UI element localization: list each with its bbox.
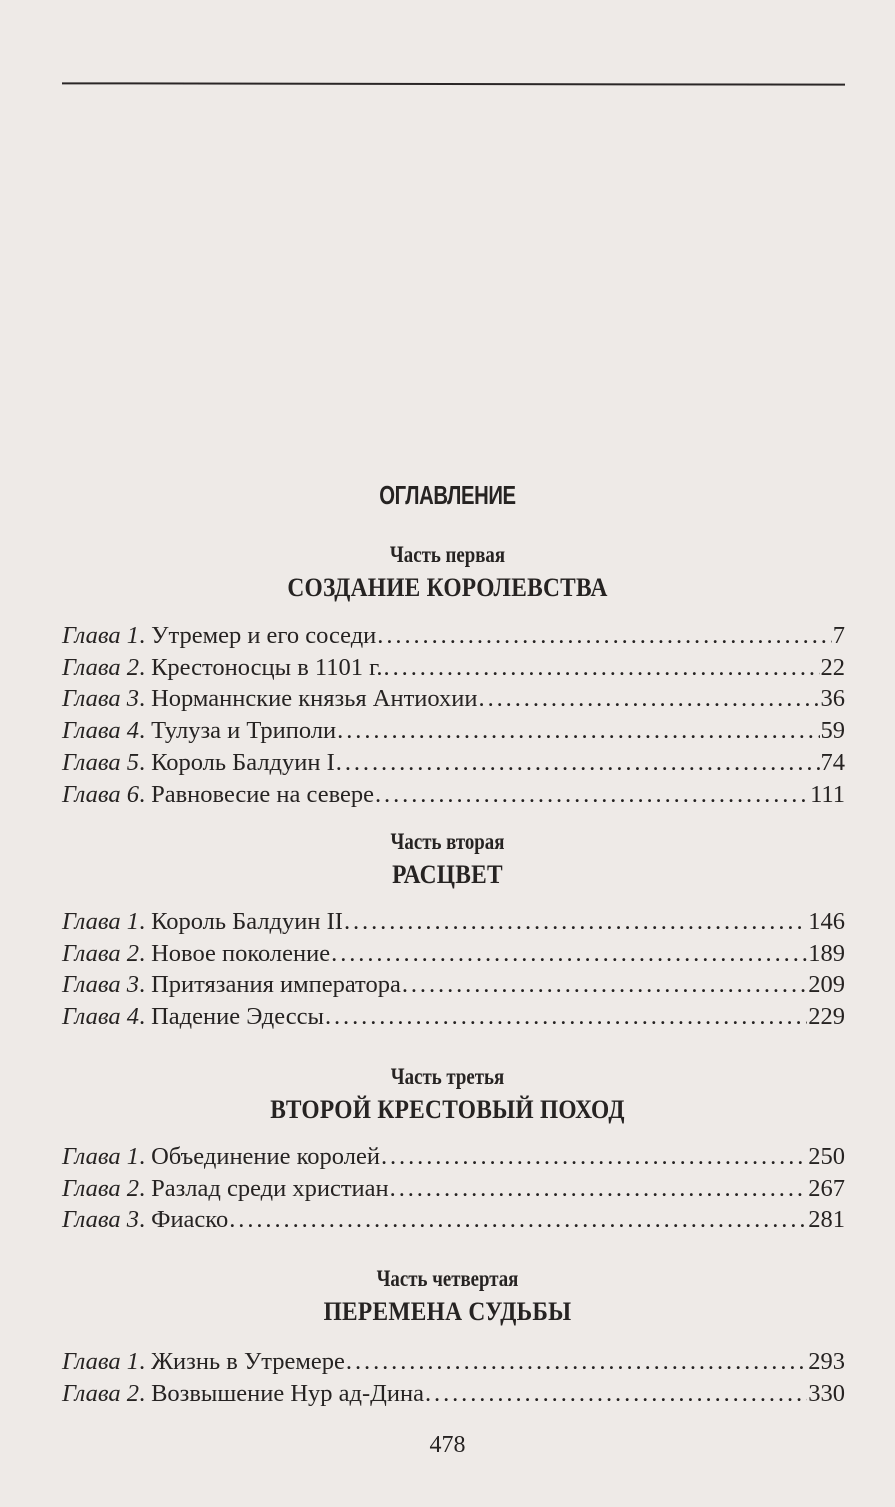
header-rule (62, 82, 845, 85)
part-label: Часть третья (390, 1064, 505, 1089)
dot-leader (375, 779, 809, 811)
part-2-header (0, 827, 895, 893)
dot-leader (479, 683, 820, 715)
dot-leader (336, 747, 820, 779)
part-label: Часть первая (389, 542, 506, 567)
toc-entry[interactable]: Глава 1 . Утремер и его соседи . . . 7 (62, 620, 845, 652)
page-number: 330 (808, 1379, 845, 1407)
toc-entry[interactable]: Глава 2 . Разлад среди христиан . . . 267 (62, 1173, 845, 1205)
chapter-title: Тулуза и Триполи (151, 717, 337, 745)
dot-leader (381, 1141, 807, 1173)
dot-leader (229, 1204, 807, 1236)
toc-entry[interactable]: Глава 2 . Возвышение Нур ад-Дина . . . 330 (62, 1378, 845, 1410)
chapter-label: Глава 2 (62, 1379, 139, 1407)
dot-leader (331, 938, 807, 970)
chapter-label: Глава 4 (62, 717, 139, 745)
page-number: 7 (832, 622, 845, 649)
page-number: 22 (820, 653, 845, 681)
toc-entry[interactable]: Глава 1 . Объединение королей . . . 250 (62, 1141, 845, 1173)
toc-entry[interactable]: Глава 2 . Новое поколение . . . 189 (62, 938, 845, 970)
part-label: Часть четвертая (376, 1266, 519, 1291)
dot-leader (337, 715, 819, 747)
page-number: 59 (820, 717, 845, 745)
chapter-title: Король Балдуин I (151, 748, 335, 776)
part-4-header (0, 1264, 895, 1330)
part-4-chapters (62, 1346, 845, 1409)
part-2-chapters (62, 906, 845, 1033)
chapter-label: Глава 2 (62, 653, 139, 681)
page-number: 229 (808, 1003, 845, 1031)
part-title: ПЕРЕМЕНА СУДЬБЫ (323, 1297, 572, 1326)
toc-entry[interactable]: Глава 2 . Крестоносцы в 1101 г. . . . 22 (62, 652, 845, 684)
chapter-title: Разлад среди христиан (151, 1174, 389, 1202)
toc-entry[interactable]: Глава 3 . Норманнские князья Антиохии . . . 36 (62, 683, 845, 715)
page-number: 189 (808, 939, 845, 967)
chapter-title: Падение Эдессы (151, 1003, 324, 1031)
toc-entry[interactable]: Глава 4 . Тулуза и Триполи . . . 59 (62, 715, 845, 747)
chapter-label: Глава 3 (62, 1206, 139, 1234)
chapter-label: Глава 1 (62, 1143, 139, 1170)
part-1-header (0, 540, 895, 606)
toc-entry[interactable]: Глава 5 . Король Балдуин I . . . 74 (62, 747, 845, 779)
chapter-title: Новое поколение (151, 939, 331, 967)
toc-entry[interactable]: Глава 4 . Падение Эдессы . . . 229 (62, 1001, 845, 1033)
part-1-chapters (62, 620, 845, 810)
part-title: ВТОРОЙ КРЕСТОВЫЙ ПОХОД (270, 1095, 625, 1124)
page-number: 209 (808, 971, 845, 999)
chapter-label: Глава 4 (62, 1003, 139, 1031)
page-number: 111 (810, 780, 845, 808)
page-number: 250 (808, 1143, 845, 1170)
chapter-label: Глава 3 (62, 971, 139, 999)
part-title: РАСЦВЕТ (392, 860, 503, 889)
chapter-title: Крестоносцы в 1101 г. (151, 653, 383, 681)
chapter-title: Объединение королей (151, 1143, 380, 1170)
part-title: СОЗДАНИЕ КОРОЛЕВСТВА (287, 573, 608, 602)
toc-entry[interactable]: Глава 1 . Король Балдуин II . . . 146 (62, 906, 845, 938)
part-label: Часть вторая (390, 829, 505, 854)
chapter-label: Глава 3 (62, 685, 139, 713)
chapter-title: Жизнь в Утремере (151, 1348, 345, 1375)
part-3-chapters (62, 1141, 845, 1236)
chapter-title: Утремер и его соседи (151, 622, 377, 649)
toc-entry[interactable]: Глава 1 . Жизнь в Утремере . . . 293 (62, 1346, 845, 1378)
dot-leader (390, 1173, 808, 1205)
page-number: 293 (808, 1348, 845, 1375)
chapter-title: Возвышение Нур ад-Дина (151, 1379, 424, 1407)
chapter-label: Глава 1 (62, 908, 139, 935)
page-number-footer: 478 (429, 1432, 466, 1458)
toc-heading: ОГЛАВЛЕНИЕ (379, 480, 516, 510)
chapter-title: Равновесие на севере (151, 780, 374, 808)
dot-leader (346, 1346, 807, 1378)
chapter-title: Фиаско (151, 1206, 229, 1234)
toc-entry[interactable]: Глава 3 . Фиаско . . . 281 (62, 1204, 845, 1236)
page-number: 74 (820, 748, 845, 776)
dot-leader (325, 1001, 807, 1033)
dot-leader (384, 652, 820, 684)
dot-leader (402, 969, 807, 1001)
chapter-title: Король Балдуин II (151, 908, 343, 935)
dot-leader (344, 906, 807, 938)
dot-leader (425, 1378, 807, 1410)
toc-entry[interactable]: Глава 3 . Притязания императора . . . 209 (62, 969, 845, 1001)
page-number: 146 (808, 908, 845, 935)
part-3-header (0, 1062, 895, 1128)
chapter-label: Глава 1 (62, 622, 139, 649)
chapter-label: Глава 1 (62, 1348, 139, 1375)
page-number: 281 (808, 1206, 845, 1234)
toc-entry[interactable]: Глава 6 . Равновесие на севере . . . 111 (62, 779, 845, 811)
chapter-label: Глава 2 (62, 1174, 139, 1202)
chapter-label: Глава 5 (62, 748, 139, 776)
chapter-title: Притязания императора (151, 971, 401, 999)
chapter-title: Норманнские князья Антиохии (151, 685, 478, 713)
chapter-label: Глава 6 (62, 780, 139, 808)
page-number: 267 (808, 1174, 845, 1202)
page-number: 36 (820, 685, 845, 713)
chapter-label: Глава 2 (62, 939, 139, 967)
dot-leader (377, 620, 831, 652)
